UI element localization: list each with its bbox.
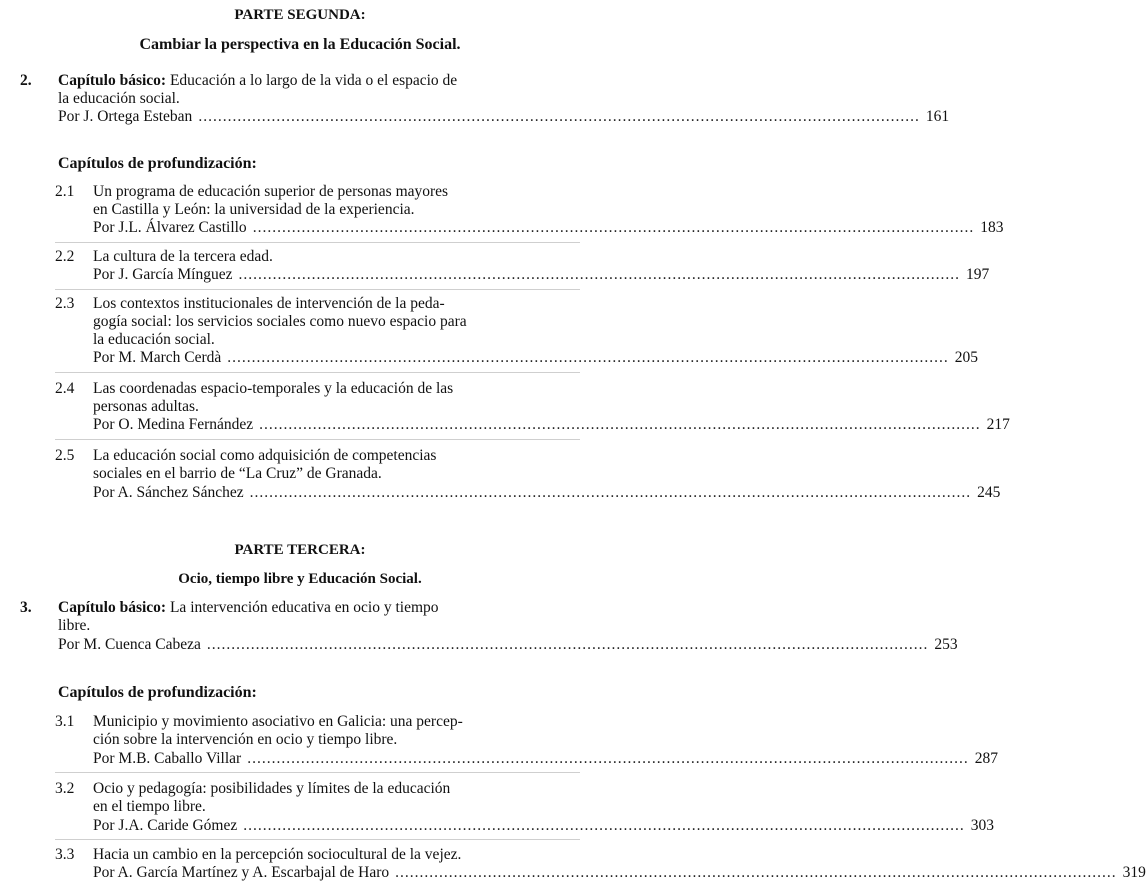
part3-title: PARTE TERCERA: xyxy=(234,542,366,558)
item-3-2-number: 3.2 xyxy=(55,780,75,797)
item-2-3-author: Por M. March Cerdà xyxy=(93,349,222,366)
chapter-2-label: Capítulo básico: xyxy=(58,72,167,89)
chapter-2-author-line xyxy=(58,108,950,126)
item-2-3-line1: Los contextos institucionales de intervención de la peda- xyxy=(93,295,445,312)
chapter-3-author-line xyxy=(58,636,958,654)
chapter-2-author: Por J. Ortega Esteban xyxy=(58,108,193,125)
item-2-2-line1: La cultura de la tercera edad. xyxy=(93,248,273,265)
chapter-2-number: 2. xyxy=(20,72,32,89)
chapter-2-title-line2: la educación social. xyxy=(58,90,180,107)
item-3-1-line2: ción sobre la intervención en ocio y tiempo libre. xyxy=(93,731,398,748)
divider xyxy=(55,289,580,290)
item-2-2-number: 2.2 xyxy=(55,248,75,265)
item-2-4-page: 217 xyxy=(986,416,1010,433)
item-2-1-line1: Un programa de educación superior de personas mayores xyxy=(93,183,449,200)
divider xyxy=(55,439,580,440)
item-2-5-page: 245 xyxy=(977,484,1001,501)
item-3-2-author: Por J.A. Caride Gómez xyxy=(93,817,238,834)
chapter-3-page: 253 xyxy=(934,636,958,653)
item-2-1-author-line xyxy=(93,219,1004,237)
divider xyxy=(55,372,580,373)
item-2-3-page: 205 xyxy=(954,349,979,366)
leader-dots: .................................................................................................................................................... xyxy=(243,817,965,834)
divider xyxy=(55,839,580,840)
item-3-3-author-line xyxy=(93,864,1146,882)
item-2-3-author-line xyxy=(93,349,979,367)
item-3-1-author-line xyxy=(93,750,998,768)
leader-dots: .................................................................................................................................................... xyxy=(227,349,949,366)
part3-subtitle: Ocio, tiempo libre y Educación Social. xyxy=(178,571,422,587)
item-2-1-author: Por J.L. Álvarez Castillo xyxy=(93,219,247,236)
item-2-3-number: 2.3 xyxy=(55,295,75,312)
chapter-2-title-line1 xyxy=(58,72,457,90)
item-2-4-line1: Las coordenadas espacio-temporales y la educación de las xyxy=(93,380,454,397)
item-2-2-author-line xyxy=(93,266,990,284)
item-2-5-author: Por A. Sánchez Sánchez xyxy=(93,484,244,501)
leader-dots: .................................................................................................................................................... xyxy=(395,864,1117,881)
item-2-5-author-line xyxy=(93,484,1001,502)
leader-dots: .................................................................................................................................................... xyxy=(259,416,981,433)
item-3-2-author-line xyxy=(93,817,994,835)
item-2-1-number: 2.1 xyxy=(55,183,75,200)
item-2-4-author-line xyxy=(93,416,1010,434)
chapter-3-title-line2: libre. xyxy=(58,617,91,634)
item-3-1-author: Por M.B. Caballo Villar xyxy=(93,750,242,767)
item-2-1-line2: en Castilla y León: la universidad de la experiencia. xyxy=(93,201,415,218)
item-2-4-author: Por O. Medina Fernández xyxy=(93,416,254,433)
item-3-2-line2: en el tiempo libre. xyxy=(93,798,206,815)
item-2-2-page: 197 xyxy=(965,266,990,283)
divider xyxy=(55,242,580,243)
part2-subtitle: Cambiar la perspectiva en la Educación Social. xyxy=(139,36,461,53)
item-2-5-line2: sociales en el barrio de “La Cruz” de Granada. xyxy=(93,465,382,482)
divider xyxy=(55,772,580,773)
leader-dots: .................................................................................................................................................... xyxy=(206,636,929,653)
item-3-2-line1: Ocio y pedagogía: posibilidades y límites de la educación xyxy=(93,780,451,797)
chapter-3-number: 3. xyxy=(20,599,32,616)
item-3-1-page: 287 xyxy=(974,750,998,767)
item-2-4-number: 2.4 xyxy=(55,380,75,397)
chapter-3-title-line1 xyxy=(58,599,439,617)
leader-dots: .................................................................................................................................................... xyxy=(252,219,975,236)
chapter-3-author: Por M. Cuenca Cabeza xyxy=(58,636,201,653)
part2-title: PARTE SEGUNDA: xyxy=(234,7,366,23)
leader-dots: .................................................................................................................................................... xyxy=(238,266,960,283)
item-2-5-line1: La educación social como adquisición de competencias xyxy=(93,447,437,464)
chapter-3-title-l1: La intervención educativa en ocio y tiempo xyxy=(169,599,439,616)
leader-dots: .................................................................................................................................................... xyxy=(198,108,920,125)
part3-profundizacion-heading: Capítulos de profundización: xyxy=(58,684,257,701)
chapter-2-page: 161 xyxy=(925,108,950,125)
item-3-3-line1: Hacia un cambio en la percepción sociocultural de la vejez. xyxy=(93,846,462,863)
item-2-2-author: Por J. García Mínguez xyxy=(93,266,233,283)
item-2-1-page: 183 xyxy=(980,219,1004,236)
chapter-3-label: Capítulo básico: xyxy=(58,599,167,616)
item-3-3-number: 3.3 xyxy=(55,846,75,863)
item-3-1-number: 3.1 xyxy=(55,713,75,730)
item-3-3-author: Por A. García Martínez y A. Escarbajal de Haro xyxy=(93,864,390,881)
part2-profundizacion-heading: Capítulos de profundización: xyxy=(58,155,257,172)
item-3-2-page: 303 xyxy=(970,817,994,834)
item-3-1-line1: Municipio y movimiento asociativo en Galicia: una percep- xyxy=(93,713,463,730)
leader-dots: .................................................................................................................................................... xyxy=(247,750,969,767)
item-2-3-line3: la educación social. xyxy=(93,331,215,348)
item-2-3-line2: gogía social: los servicios sociales como nuevo espacio para xyxy=(93,313,467,330)
item-2-5-number: 2.5 xyxy=(55,447,75,464)
item-2-4-line2: personas adultas. xyxy=(93,398,199,415)
chapter-2-title-l1: Educación a lo largo de la vida o el espacio de xyxy=(169,72,458,89)
leader-dots: .................................................................................................................................................... xyxy=(249,484,972,501)
item-3-3-page: 319 xyxy=(1122,864,1146,881)
